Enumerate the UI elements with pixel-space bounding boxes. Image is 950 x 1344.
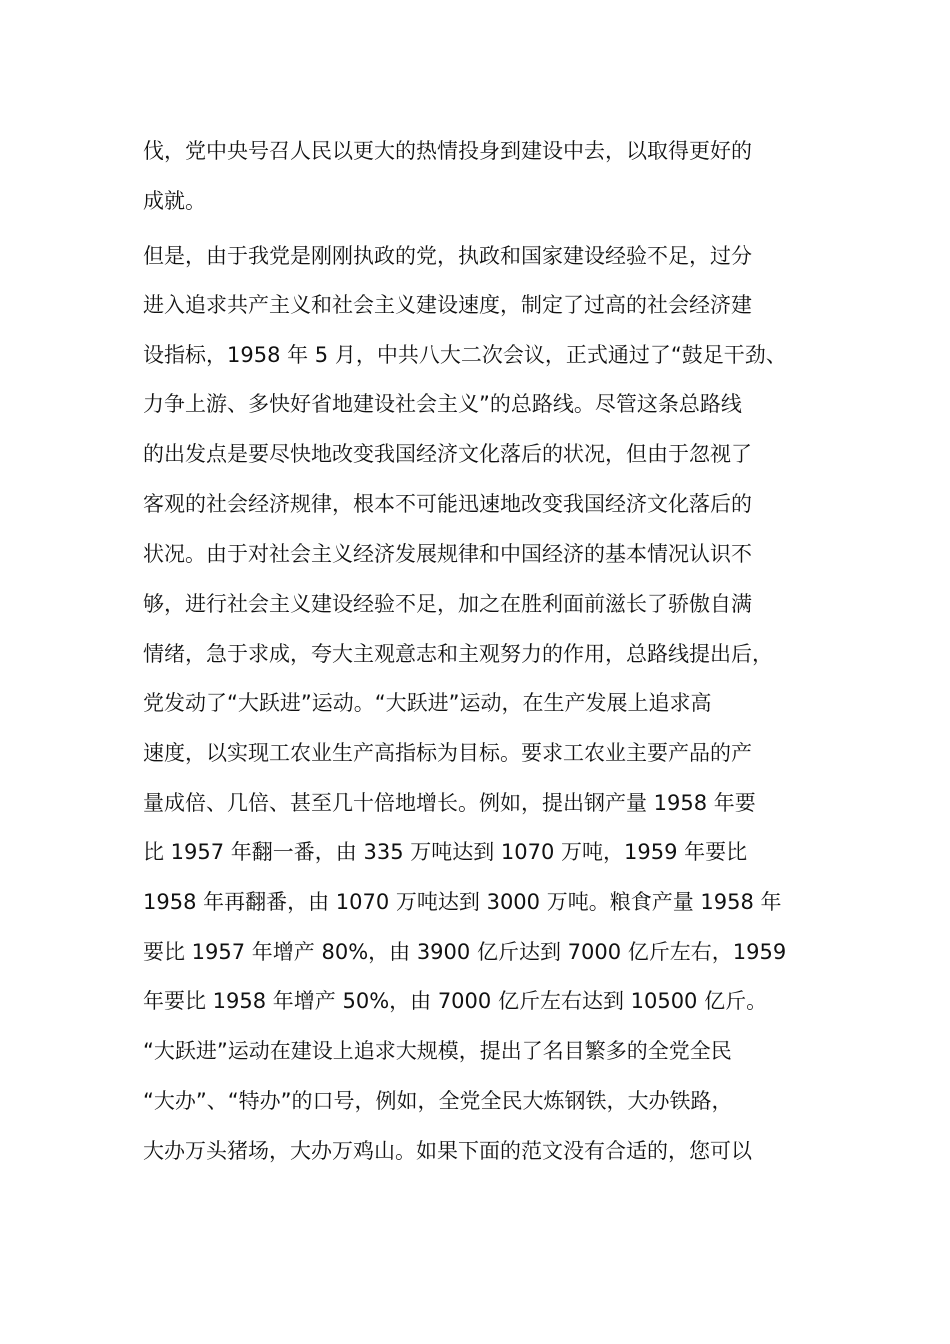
- text-line: 的出发点是要尽快地改变我国经济文化落后的状况，但由于忽视了: [143, 442, 752, 466]
- text-line: 比 1957 年翻一番，由 335 万吨达到 1070 万吨，1959 年要比: [143, 840, 748, 864]
- text-line: 客观的社会经济规律，根本不可能迅速地改变我国经济文化落后的: [143, 492, 752, 516]
- text-line: 够，进行社会主义建设经验不足，加之在胜利面前滋长了骄傲自满: [143, 592, 752, 616]
- text-line: 量成倍、几倍、甚至几十倍地增长。例如，提出钢产量 1958 年要: [143, 791, 756, 815]
- text-line: 进入追求共产主义和社会主义建设速度，制定了过高的社会经济建: [143, 293, 752, 317]
- text-line: 要比 1957 年增产 80%，由 3900 亿斤达到 7000 亿斤左右，1959: [143, 940, 787, 964]
- text-line: 速度，以实现工农业生产高指标为目标。要求工农业主要产品的产: [143, 741, 752, 765]
- text-line: 年要比 1958 年增产 50%，由 7000 亿斤左右达到 10500 亿斤。: [143, 989, 768, 1013]
- text-line: 力争上游、多快好省地建设社会主义”的总路线。尽管这条总路线: [143, 392, 742, 416]
- text-line: “大办”、“特办”的口号，例如，全党全民大炼钢铁，大办铁路，: [143, 1089, 733, 1113]
- text-line: 1958 年再翻番，由 1070 万吨达到 3000 万吨。粮食产量 1958 年: [143, 890, 782, 914]
- text-line: 大办万头猪场，大办万鸡山。如果下面的范文没有合适的，您可以: [143, 1139, 752, 1163]
- text-line: 但是，由于我党是刚刚执政的党，执政和国家建设经验不足，过分: [143, 244, 752, 268]
- text-line: “大跃进”运动在建设上追求大规模，提出了名目繁多的全党全民: [143, 1039, 732, 1063]
- text-line: 党发动了“大跃进”运动。“大跃进”运动，在生产发展上追求高: [143, 691, 712, 715]
- text-line: 伐，党中央号召人民以更大的热情投身到建设中去，以取得更好的: [143, 139, 752, 163]
- text-line: 情绪，急于求成，夸大主观意志和主观努力的作用，总路线提出后，: [143, 642, 773, 666]
- text-line: 状况。由于对社会主义经济发展规律和中国经济的基本情况认识不: [143, 542, 752, 566]
- text-line: 设指标，1958 年 5 月，中共八大二次会议，正式通过了“鼓足干劲、: [143, 343, 787, 367]
- text-line: 成就。: [143, 189, 206, 213]
